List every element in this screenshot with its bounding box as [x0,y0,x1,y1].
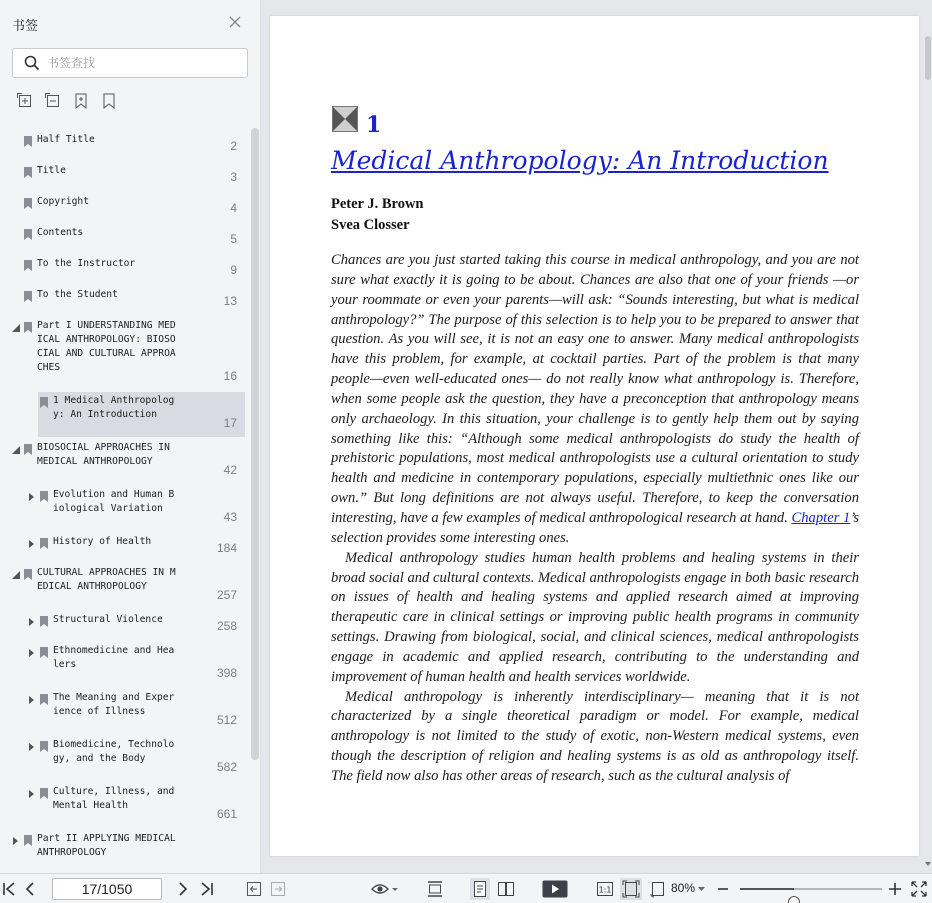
bookmark-icon [24,322,32,333]
bookmark-icon [40,397,48,408]
bookmark-icon [40,616,48,627]
bookmark-item-page: 4 [230,201,237,215]
zoom-value: 80% [671,881,696,895]
play-icon[interactable] [542,880,568,898]
bookmark-icon [24,229,32,240]
bookmark-item-label: Contents [37,227,84,238]
bookmark-item-page: 42 [223,463,237,477]
paragraph-text: ’s selection provides some interesting ones. [331,509,860,546]
bookmark-icon [24,136,32,147]
bookmark-item-label: Ethnomedicine and Hea lers [53,645,175,670]
broken-image-icon [332,106,358,132]
bookmark-item-label: History of Health [53,536,152,547]
bookmark-item-page: 257 [216,588,237,602]
bookmark-icon [24,835,32,846]
bookmark-item-page: 582 [216,760,237,774]
zoom-slider-handle[interactable] [788,896,800,903]
paragraph [331,251,859,549]
bookmark-icon [40,741,48,752]
bookmark-item[interactable] [0,317,250,390]
bookmark-item-page: 17 [223,416,237,430]
bookmark-item-page: 16 [223,369,237,383]
collapsed-triangle-icon[interactable] [28,493,36,501]
bookmark-item[interactable] [0,439,250,484]
document-page [270,16,919,856]
page-number-input[interactable] [52,878,162,900]
collapsed-triangle-icon[interactable] [28,790,36,798]
actual-size-icon[interactable] [596,880,614,898]
bookmark-item[interactable] [0,642,250,687]
body-text [331,251,859,787]
bookmark-search-box[interactable] [12,48,248,78]
fit-page-icon[interactable] [620,878,642,900]
document-view[interactable] [262,0,932,873]
bookmark-icon [40,788,48,799]
bookmark-item-label: Biomedicine, Technolo gy, and the Body [53,739,175,764]
bookmark-item-page: 512 [216,713,237,727]
expanded-triangle-icon[interactable] [12,571,20,579]
document-scrollbar-thumb[interactable] [925,36,931,80]
bookmark-icon[interactable] [100,92,118,110]
next-page-icon[interactable] [177,880,189,898]
bookmark-icon [40,694,48,705]
bookmark-item-label: To the Student [37,289,118,300]
bookmark-icon [24,291,32,302]
scroll-down-arrow-icon[interactable] [924,860,932,868]
bookmark-item-label: CULTURAL APPROACHES IN M EDICAL ANTHROPOLOGY [37,567,176,592]
search-icon [24,55,40,71]
collapsed-triangle-icon[interactable] [28,540,36,548]
bookmark-icon [40,647,48,658]
expanded-triangle-icon[interactable] [12,446,20,454]
zoom-in-icon[interactable] [888,880,902,898]
collapse-all-icon[interactable] [44,92,62,110]
bookmark-item[interactable] [0,224,250,253]
bookmark-item[interactable] [0,131,250,160]
collapsed-triangle-icon[interactable] [12,837,20,845]
bookmark-item[interactable] [0,533,250,562]
bookmark-item[interactable] [0,564,250,609]
chapter-title-link[interactable]: Medical Anthropology: An Introduction [331,146,829,175]
expand-all-icon[interactable] [16,92,34,110]
collapsed-triangle-icon[interactable] [28,696,36,704]
bookmark-item-label: Title [37,165,66,176]
bookmark-item[interactable] [0,689,250,734]
bookmark-item-label: The Meaning and Exper ience of Illness [53,692,175,717]
forward-icon[interactable] [270,880,286,898]
chapter-1-link[interactable]: Chapter 1 [791,509,851,526]
bookmark-item-page: 5 [230,232,237,246]
bookmark-panel-header [0,0,261,44]
bookmark-item-label: BIOSOCIAL APPROACHES IN MEDICAL ANTHROPOLOGY [37,442,170,467]
bookmark-item-page: 184 [216,541,237,555]
bookmark-item-label: Structural Violence [53,614,163,625]
fullscreen-icon[interactable] [910,880,928,898]
add-bookmark-icon[interactable] [72,92,90,110]
bookmark-item[interactable] [0,736,250,781]
eye-view-icon[interactable] [371,880,399,898]
bookmark-item[interactable] [0,830,250,873]
bottom-toolbar [0,873,932,903]
prev-page-icon[interactable] [24,880,36,898]
bookmark-item-label: 1 Medical Anthropolog y: An Introduction [53,395,175,420]
bookmark-scrollbar[interactable] [251,128,259,760]
bookmark-icon [24,569,32,580]
single-page-icon[interactable] [470,878,490,900]
bookmark-item-label: To the Instructor [37,258,136,269]
bookmark-item-page: 3 [230,170,237,184]
first-page-icon[interactable] [2,880,16,898]
bookmark-item-page: 43 [223,510,237,524]
bookmark-item-label: Part II APPLYING MEDICAL ANTHROPOLOGY [37,833,176,858]
expanded-triangle-icon[interactable] [12,324,20,332]
bookmark-item[interactable] [0,286,250,315]
bookmark-item-page: 398 [216,666,237,680]
bookmark-item-label: Half Title [37,134,95,145]
bookmark-tree [0,125,250,873]
bookmark-item[interactable] [0,255,250,284]
paragraph: Medical anthropology studies human health problems and healing systems in their broad social and cultural contexts. Medical anthropologists engage in both basic research on issues of health and healing systems and applied research aimed at improving therapeutic care in clinical settings or improving public health programs in community settings. Drawing from biological, social, and clinical sciences, medical anthropologists engage in academic and applied research, contributing to the understanding and improvement of human health and health services worldwide. [331,549,860,685]
chapter-number-link[interactable]: 1 [366,112,382,138]
bookmark-icon [24,198,32,209]
back-icon[interactable] [246,880,262,898]
bookmark-item-label: Culture, Illness, and Mental Health [53,786,175,811]
bookmark-icon [40,491,48,502]
bookmark-item[interactable] [0,611,250,640]
zoom-out-icon[interactable] [716,880,730,898]
bookmark-item[interactable] [0,193,250,222]
bookmark-item-page: 258 [216,619,237,633]
bookmark-icon [24,444,32,455]
column-view-icon[interactable] [426,880,444,898]
zoom-level-dropdown[interactable] [671,881,705,895]
bookmark-item[interactable] [0,486,250,531]
svg-text:1:1: 1:1 [598,885,612,895]
collapsed-triangle-icon[interactable] [28,618,36,626]
bookmark-search-input[interactable] [47,54,237,72]
chevron-down-icon [698,887,705,892]
bookmark-item-page: 2 [230,139,237,153]
paragraph: Medical anthropology is inherently interdisciplinary— meaning that it is not characterized by a single theoretical paradigm or model. For example, medical anthropology is not limited to the study of exotic, non-Western medical systems, even though the description of religion and healing systems is as old as anthropology itself. The field now also has other areas of research, such as the cultural analysis of [331,688,859,784]
last-page-icon[interactable] [200,880,214,898]
author-name: Svea Closser [331,217,410,233]
bookmark-icon [24,167,32,178]
zoom-slider[interactable] [740,888,882,890]
bookmark-item-page: 9 [230,263,237,277]
author-name: Peter J. Brown [331,196,424,212]
bookmark-item[interactable] [0,783,250,828]
rotate-icon[interactable] [649,880,667,898]
paragraph-text: Chances are you just started taking this course in medical anthropology, and you are not sure what exactly it is going to be about. Chances are also that one of your friends —or your roommate or even your parents—will ask: “Sounds interesting, but what is medical anthropology?” The purpose of this selection is to help you to be prepared to answer that question. As you will see, it is not an easy one to answer. Many medical anthropologists have this problem, for example, at cocktail parties. Part of the problem is that many people—even well-educated ones— do not really know what anthropology is. Therefore, when some people ask the question, they have a preconception that anthropology means only archaeology. In this situation, your challenge is to gently help them out by saying something like this: “Although some medical anthropologists do study the health of prehistoric populations, most medical anthropologists use a cultural orientation to study health and medicine in contemporary populations, especially multiethnic ones like our own.” But long definitions are not always useful. Therefore, to keep the conversation interesting, have a few examples of medical anthropological research at hand. [331,252,859,526]
collapsed-triangle-icon[interactable] [28,743,36,751]
bookmark-item-label: Copyright [37,196,89,207]
bookmark-item-page: 13 [223,294,237,308]
collapsed-triangle-icon[interactable] [28,649,36,657]
bookmark-item-label: Part I UNDERSTANDING MED ICAL ANTHROPOLOGY: BIOSO CIAL AND CULTURAL APPROA CHES [37,320,176,373]
zoom-slider-fill [740,888,794,890]
bookmark-panel-title: 书签 [12,18,39,33]
close-icon[interactable] [228,15,242,29]
bookmark-item[interactable] [38,392,245,437]
bookmark-icon [40,538,48,549]
bookmark-item-label: Evolution and Human B iological Variation [53,489,175,514]
bookmark-panel [0,0,261,873]
bookmark-icon [24,260,32,271]
two-page-icon[interactable] [497,880,515,898]
bookmark-item[interactable] [0,162,250,191]
bookmark-item-page: 661 [216,807,237,821]
